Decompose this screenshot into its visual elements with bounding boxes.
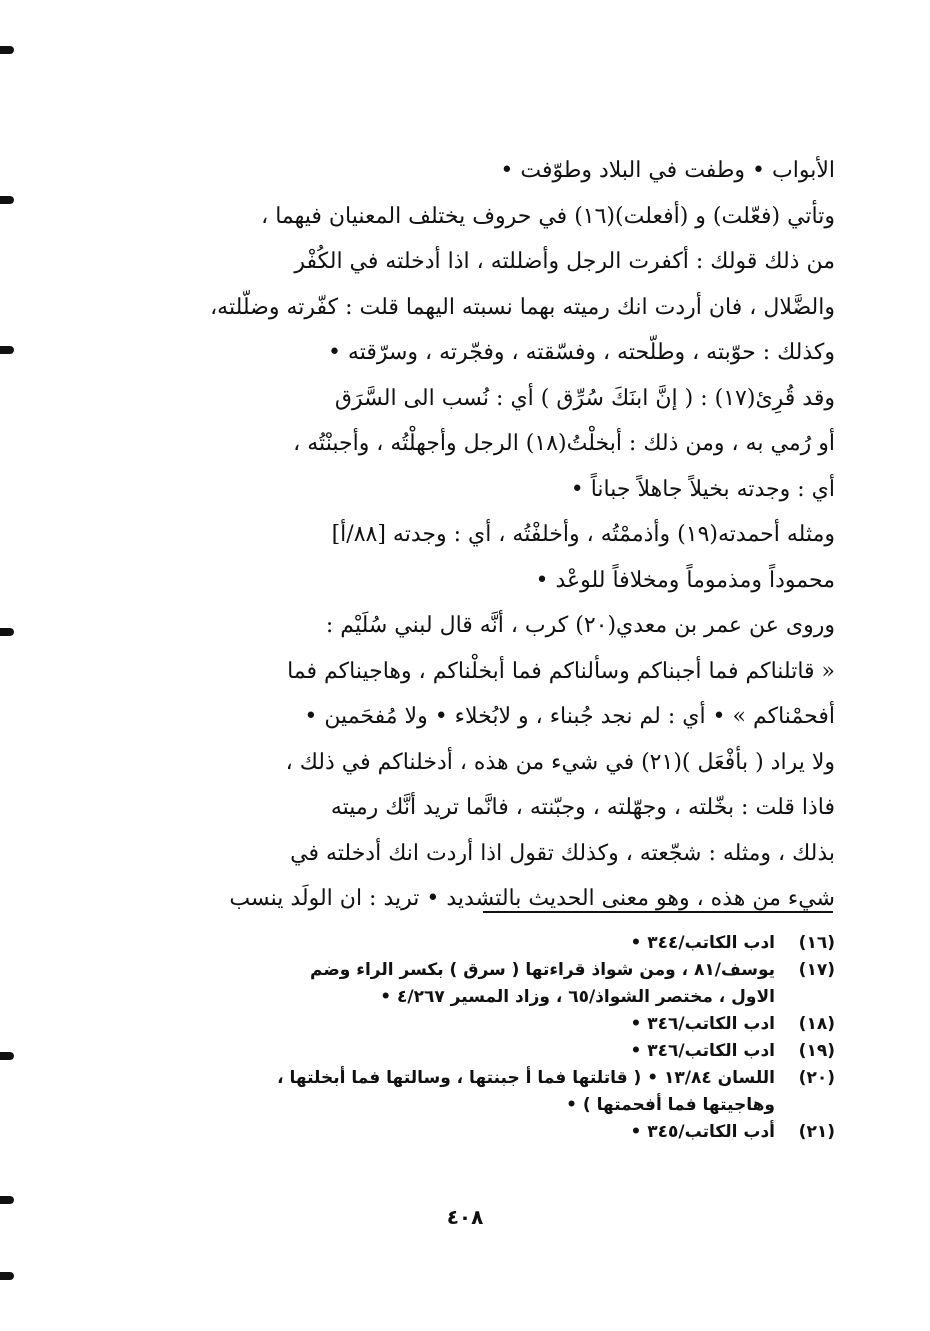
body-line: أي : وجدته بخيلاً جاهلاً جباناً • [570,476,835,502]
scan-edge-mark [0,196,14,204]
body-line: من ذلك قولك : أكفرت الرجل وأضللته ، اذا أدخلته في الكُفْر [294,249,835,274]
footnote-line: الاول ، مختصر الشواذ/٦٥ ، وزاد المسير ٤/٢٦٧ • [380,987,775,1007]
footnote [180,930,835,957]
body-line: وقد قُرِئ(١٧) : ( إنَّ ابنَكَ سُرِّق ) أي : نُسب الى السَّرَق [334,385,835,411]
page-number: ٤٠٨ [446,1205,484,1229]
scan-edge-mark [0,346,14,354]
footnote [180,957,835,1011]
main-text-block [180,148,835,922]
footnote-line: ادب الكاتب/٣٤٤ • [630,933,775,953]
footnote-text [180,957,775,1011]
body-line: بذلك ، ومثله : شجّعته ، وكذلك تقول اذا أردت انك أدخلته في [290,840,835,866]
footnote-number: (٢٠) [798,1068,835,1088]
footnote-text [180,1011,775,1038]
footnote-text [180,1065,775,1119]
body-line: ومثله أحمدته(١٩) وأذممْتُه ، وأخلفْتُه ، أي : وجدته [٨٨/أ] [331,522,835,547]
footnotes-block [180,930,835,1146]
body-line: وتأتي (فعّلت) و (أفعلت)(١٦) في حروف يختلف المعنيان فيهما ، [261,203,835,229]
footnote-number: (١٦) [798,933,835,953]
footnote [180,1119,835,1146]
footnote-number: (١٨) [798,1014,835,1034]
scan-edge-mark [0,1196,14,1204]
footnote-text [180,930,775,957]
footnote-line: ادب الكاتب/٣٤٦ • [630,1014,775,1034]
footnote-text [180,1119,775,1146]
footnote-divider [483,911,833,913]
footnote-line: يوسف/٨١ ، ومن شواذ قراءتها ( سرق ) بكسر الراء وضم [310,960,775,980]
body-line: شيء من هذه ، وهو معنى الحديث بالتشديد • تريد : ان الولَد ينسب [229,886,835,911]
scan-edge-mark [0,46,14,54]
scan-edge-mark [0,1052,14,1060]
body-line: الأبواب • وطفت في البلاد وطوّفت • [500,158,835,183]
body-line: أفحمْناكم » • أي : لم نجد جُبناء ، و لابُخلاء • ولا مُفحَمين • [304,704,835,729]
body-line: محموداً ومذموماً ومخلافاً للوعْد • [535,567,835,593]
footnote-text [180,1038,775,1065]
body-line: وكذلك : حوّبته ، وطلّحته ، وفسّقته ، وفجّرته ، وسرّقته • [327,340,835,365]
scan-edge-mark [0,628,14,636]
footnote-line: ادب الكاتب/٣٤٦ • [630,1041,775,1061]
body-line: ولا يراد ( بأفْعَل )(٢١) في شيء من هذه ، أدخلناكم في ذلك ، [285,749,835,775]
footnote-line: أدب الكاتب/٣٤٥ • [630,1122,775,1142]
body-line: أو رُمي به ، ومن ذلك : أبخلْتُ(١٨) الرجل وأجهلْتُه ، وأجبنْتُه ، [293,431,835,456]
footnote-number: (١٧) [798,960,835,980]
footnote [180,1011,835,1038]
body-line: وروى عن عمر بن معدي(٢٠) كرب ، أنَّه قال لبني سُلَيْم : [325,613,835,638]
footnote-line: اللسان ١٣/٨٤ • ( قاتلتها فما أ جبنتها ، وسالتها فما أبخلتها ، [277,1068,775,1088]
footnote-number: (١٩) [798,1041,835,1061]
scan-edge-mark [0,1272,14,1280]
footnote [180,1065,835,1119]
footnote-line: وهاجيتها فما أفحمتها ) • [566,1095,775,1115]
footnote-number: (٢١) [798,1122,835,1142]
body-line: والضَّلال ، فان أردت انك رميته بهما نسبته اليهما قلت : كفّرته وضلّلته، [210,294,835,320]
body-line: فاذا قلت : بخّلته ، وجهّلته ، وجبّنته ، فانَّما تريد أنَّك رميته [330,795,835,820]
body-line: « قاتلناكم فما أجبناكم وسألناكم فما أبخلْناكم ، وهاجيناكم فما [287,658,835,684]
footnote [180,1038,835,1065]
